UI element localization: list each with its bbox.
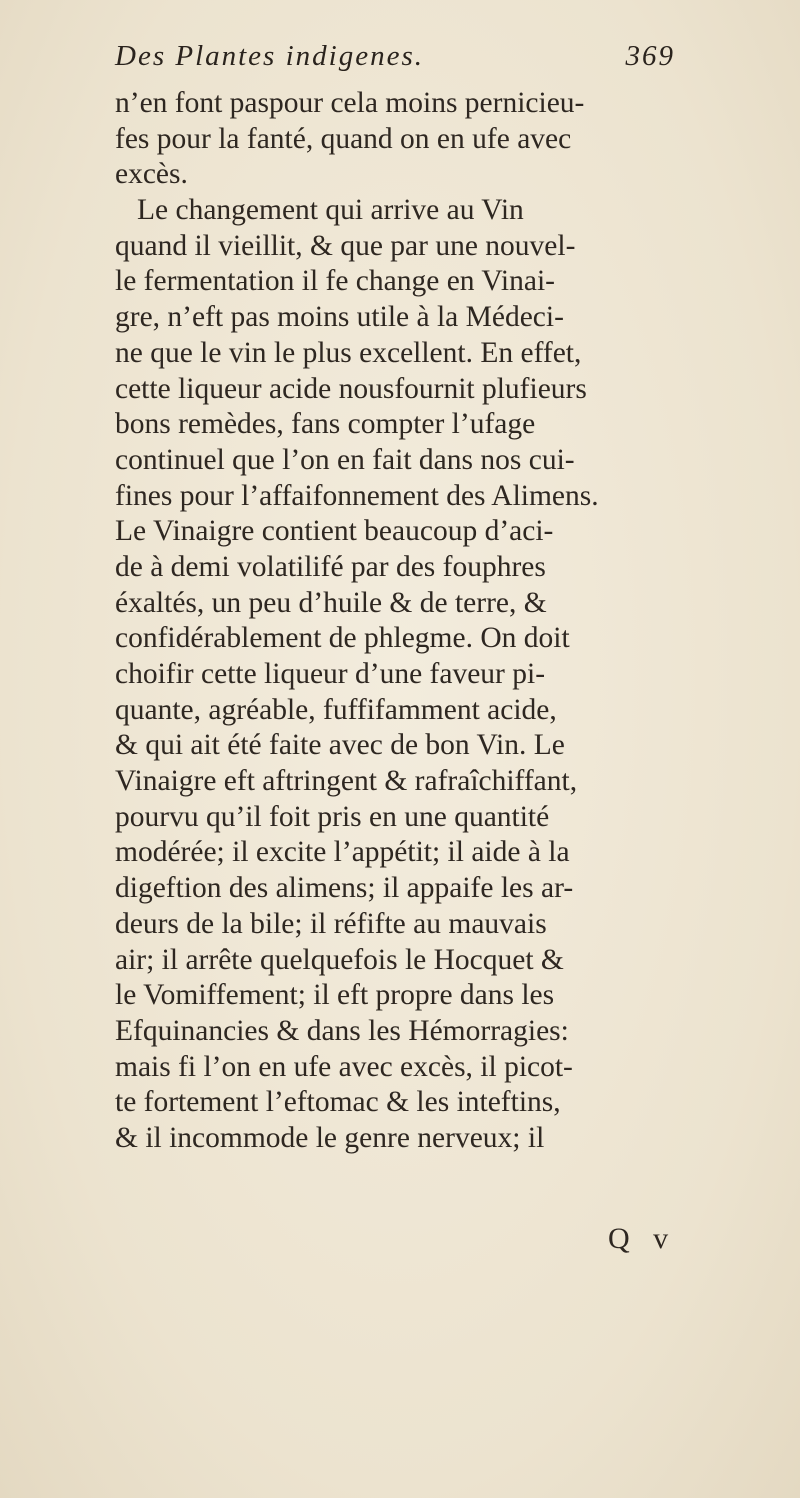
text-line: & qui ait été faite avec de bon Vin. Le bbox=[115, 729, 565, 762]
text-line: ne que le vin le plus excellent. En effet, bbox=[115, 336, 582, 369]
running-head-title: Des Plantes indigenes. bbox=[115, 40, 424, 72]
signature-mark: Q v bbox=[608, 1222, 677, 1255]
text-line: confidérablement de phlegme. On doit bbox=[115, 622, 570, 655]
text-line: bons remèdes, fans compter l’ufage bbox=[115, 408, 536, 441]
text-line: mais fi l’on en ufe avec excès, il picot- bbox=[115, 1050, 573, 1083]
text-line: air; il arrête quelquefois le Hocquet & bbox=[115, 943, 564, 976]
text-line: quand il vieillit, & que par une nouvel- bbox=[115, 229, 576, 262]
text-line: pourvu qu’il foit pris en une quantité bbox=[115, 800, 550, 833]
text-line: fines pour l’affaifonnement des Alimens. bbox=[115, 479, 599, 512]
text-line: le Vomiffement; il eft propre dans les bbox=[115, 979, 555, 1012]
text-line: cette liqueur acide nousfournit plufieurs bbox=[115, 372, 587, 405]
page-number: 369 bbox=[625, 40, 675, 72]
text-line: n’en font paspour cela moins pernicieu- bbox=[115, 87, 585, 119]
text-line: le fermentation il fe change en Vinai- bbox=[115, 265, 555, 298]
text-line: deurs de la bile; il réfifte au mauvais bbox=[115, 907, 547, 940]
text-line: excès. bbox=[115, 158, 188, 191]
running-head bbox=[115, 40, 675, 82]
text-line: choifir cette liqueur d’une faveur pi- bbox=[115, 658, 546, 690]
text-line: quante, agréable, fuffifamment acide, bbox=[115, 693, 557, 726]
text-line: continuel que l’on en fait dans nos cui- bbox=[115, 443, 575, 476]
text-line: & il incommode le genre nerveux; il bbox=[115, 1121, 545, 1154]
text-line: te fortement l’eftomac & les inteftins, bbox=[115, 1086, 561, 1119]
text-line: éxaltés, un peu d’huile & de terre, & bbox=[115, 586, 547, 619]
text-line: digeftion des alimens; il appaife les ar- bbox=[115, 872, 574, 905]
text-line: fes pour la fanté, quand on en ufe avec bbox=[115, 122, 572, 155]
paragraph-start-line: Le changement qui arrive au Vin bbox=[137, 194, 524, 227]
text-line: Efquinancies & dans les Hémorragies: bbox=[115, 1014, 569, 1047]
text-line: modérée; il excite l’appétit; il aide à la bbox=[115, 836, 570, 869]
text-line: gre, n’eft pas moins utile à la Médeci- bbox=[115, 301, 564, 334]
body-text bbox=[115, 86, 695, 1157]
text-line: de à demi volatilifé par des fouphres bbox=[115, 550, 546, 583]
text-line: Le Vinaigre contient beaucoup d’aci- bbox=[115, 515, 554, 548]
text-line: Vinaigre eft aftringent & rafraîchiffant, bbox=[115, 765, 578, 798]
